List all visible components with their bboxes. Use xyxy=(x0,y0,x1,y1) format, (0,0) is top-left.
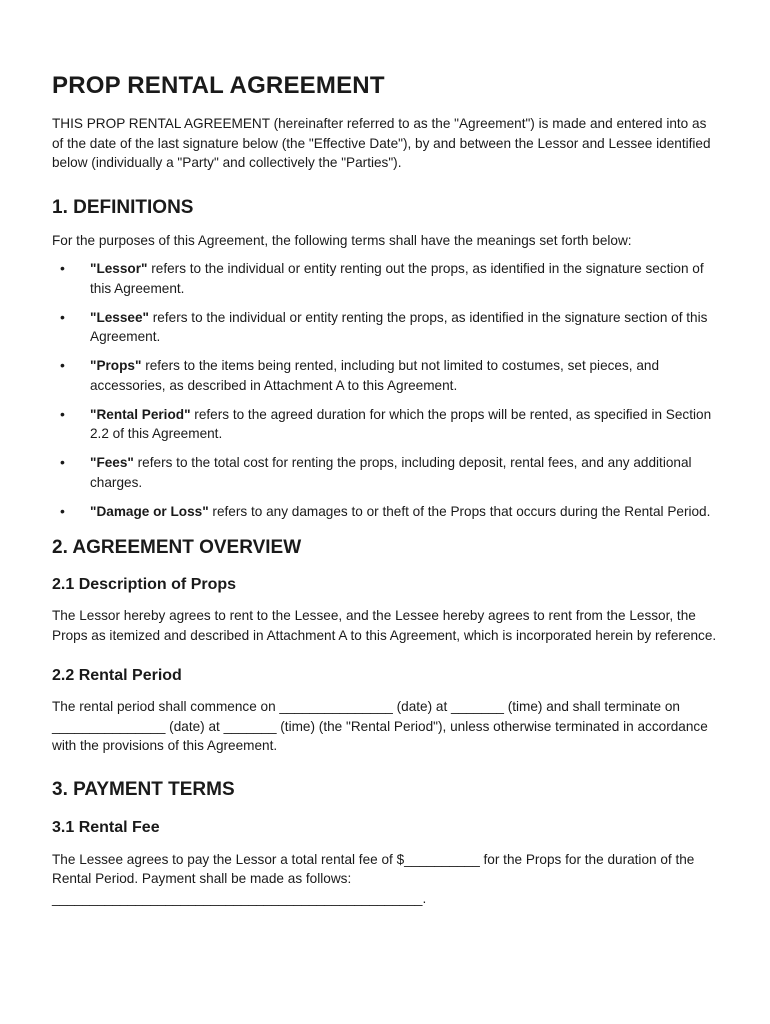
bullet-icon: • xyxy=(60,454,65,470)
description-of-props-paragraph: The Lessor hereby agrees to rent to the Lessee, and the Lessee hereby agrees to rent from the Lessor, the Props as itemized and described in Attachment A to this Agreement, which is incorporated herein by reference. xyxy=(52,608,717,643)
definition-text: refers to the total cost for renting the props, including deposit, rental fees, and any additional charges. xyxy=(90,455,692,490)
definition-term: "Lessor" xyxy=(90,261,148,276)
section-heading-payment-terms: 3. PAYMENT TERMS xyxy=(52,778,235,800)
subsection-heading-description-of-props: 2.1 Description of Props xyxy=(52,576,237,593)
definition-term: "Lessee" xyxy=(90,309,149,325)
list-item xyxy=(52,453,718,492)
list-item xyxy=(52,502,718,522)
rental-period-paragraph: The rental period shall commence on _______________ (date) at _______ (time) and shall terminate on _______________ (date) at _______ (time) (the "Rental Period"), unless otherwise terminated in accordance with the provisions of this Agreement. xyxy=(52,699,708,753)
definition-text: refers to the agreed duration for which the props will be rented, as specified in Section 2.2 of this Agreement. xyxy=(90,406,712,441)
bullet-icon: • xyxy=(60,260,65,276)
document-title: PROP RENTAL AGREEMENT xyxy=(52,72,385,99)
section-heading-definitions: 1. DEFINITIONS xyxy=(52,196,194,218)
list-item xyxy=(52,405,718,444)
definition-text: refers to the individual or entity renting the props, as identified in the signature section of this Agreement. xyxy=(90,309,708,344)
bullet-icon: • xyxy=(60,502,65,519)
definition-term: "Fees" xyxy=(90,455,134,470)
definition-term: "Rental Period" xyxy=(90,406,191,422)
definition-text: refers to any damages to or theft of the Props that occurs during the Rental Period. xyxy=(208,503,711,519)
subsection-heading-rental-fee: 3.1 Rental Fee xyxy=(52,818,160,836)
bullet-icon: • xyxy=(60,405,65,422)
bullet-icon: • xyxy=(60,308,65,325)
definition-text: refers to the items being rented, including but not limited to costumes, set pieces, and accessories, as described in Attachment A to this Agreement. xyxy=(90,358,660,393)
definitions-lead: For the purposes of this Agreement, the following terms shall have the meanings set forth below: xyxy=(52,232,632,248)
list-item xyxy=(52,308,718,347)
list-item xyxy=(52,356,718,395)
rental-fee-paragraph: The Lessee agrees to pay the Lessor a total rental fee of $__________ for the Props for the duration of the Rental Period. Payment shall be made as follows: _________________________________________________. xyxy=(52,851,695,906)
intro-paragraph: THIS PROP RENTAL AGREEMENT (hereinafter referred to as the "Agreement") is made and entered into as of the date of the last signature below (the "Effective Date"), by and between the Lessor and Lessee identified below (individually a "Party" and collectively the "Parties"). xyxy=(52,116,711,170)
section-heading-agreement-overview: 2. AGREEMENT OVERVIEW xyxy=(52,537,302,558)
list-item xyxy=(52,259,718,298)
definition-text: refers to the individual or entity renting out the props, as identified in the signature section of this Agreement. xyxy=(90,261,704,296)
definition-term: "Damage or Loss" xyxy=(90,503,209,519)
subsection-heading-rental-period: 2.2 Rental Period xyxy=(52,667,182,684)
bullet-icon: • xyxy=(60,357,65,373)
definitions-list xyxy=(52,259,718,521)
definition-term: "Props" xyxy=(90,358,142,373)
